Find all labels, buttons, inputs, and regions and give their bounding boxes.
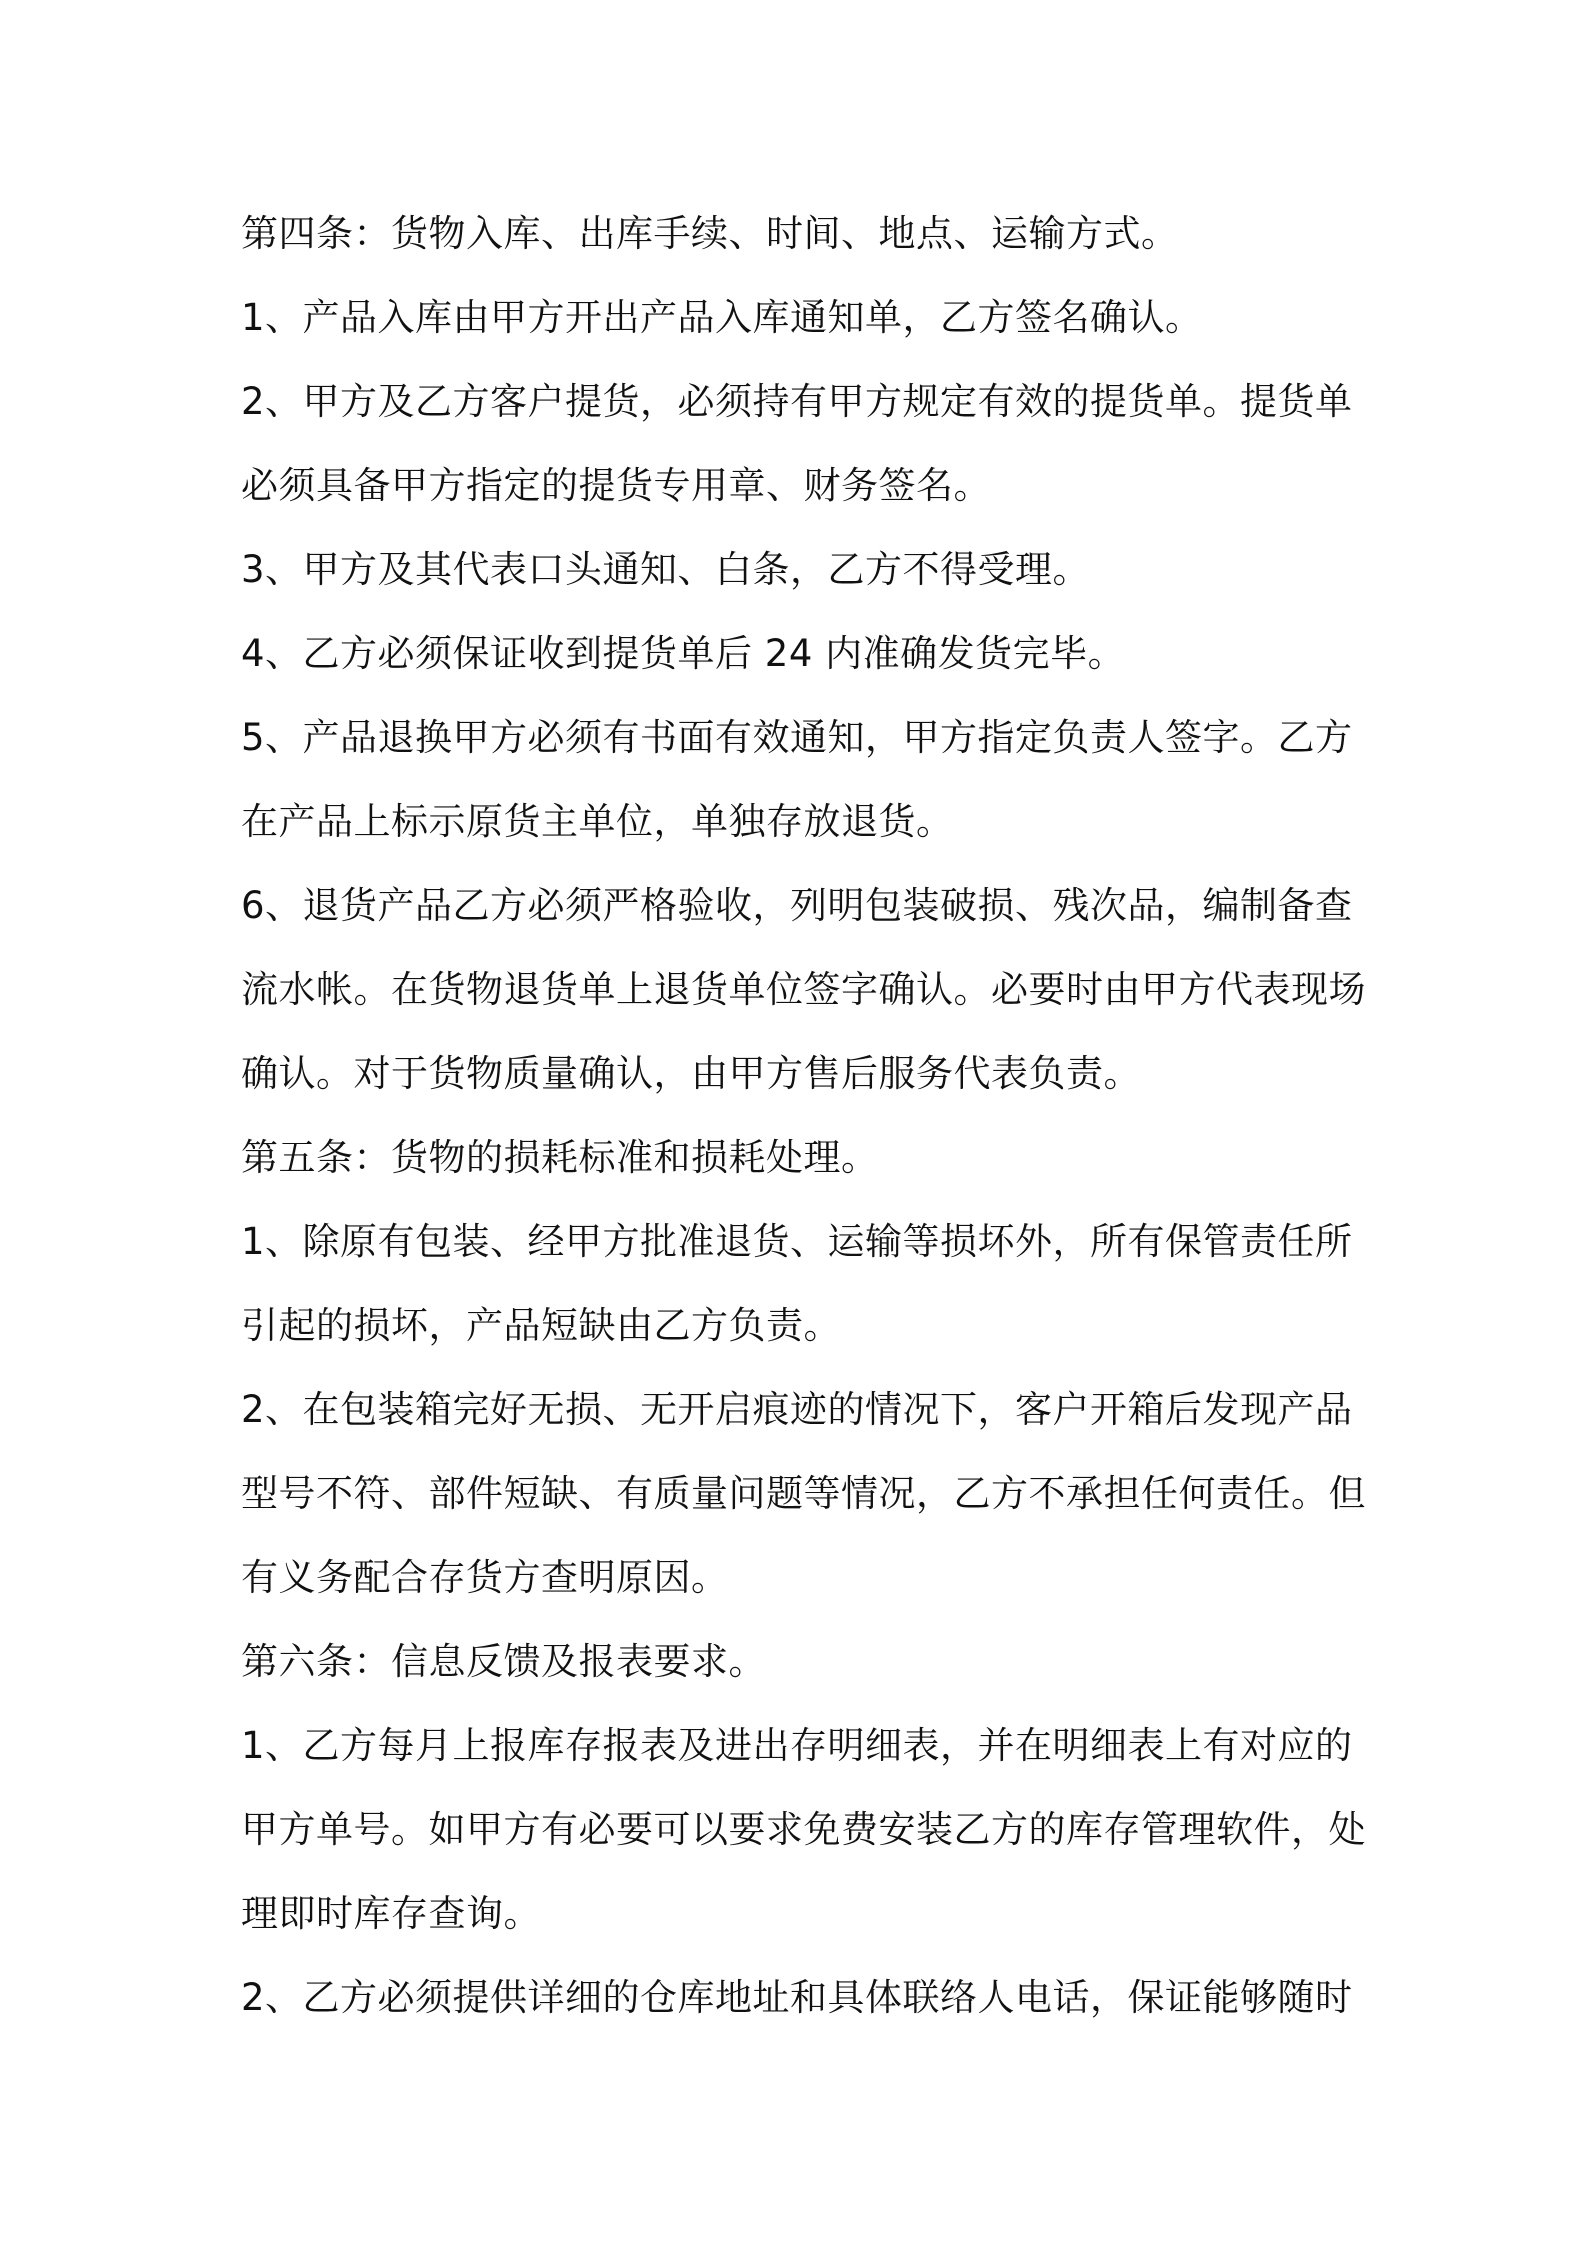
paragraph-line: 2、甲方及乙方客户提货，必须持有甲方规定有效的提货单。提货单 xyxy=(241,380,1353,423)
paragraph-line: 流水帐。在货物退货单上退货单位签字确认。必要时由甲方代表现场 xyxy=(241,968,1366,1011)
paragraph-line: 必须具备甲方指定的提货专用章、财务签名。 xyxy=(241,464,991,507)
paragraph-line: 4、乙方必须保证收到提货单后 24 内准确发货完毕。 xyxy=(241,632,1126,675)
paragraph-line: 1、除原有包装、经甲方批准退货、运输等损坏外，所有保管责任所 xyxy=(241,1220,1353,1263)
paragraph-line: 1、乙方每月上报库存报表及进出存明细表，并在明细表上有对应的 xyxy=(241,1724,1353,1767)
paragraph-line: 型号不符、部件短缺、有质量问题等情况，乙方不承担任何责任。但 xyxy=(241,1472,1366,1515)
article-5-heading: 第五条：货物的损耗标准和损耗处理。 xyxy=(241,1136,879,1179)
paragraph-line: 有义务配合存货方查明原因。 xyxy=(241,1556,729,1599)
paragraph-line: 1、产品入库由甲方开出产品入库通知单，乙方签名确认。 xyxy=(241,296,1203,339)
paragraph-line: 在产品上标示原货主单位，单独存放退货。 xyxy=(241,800,954,843)
article-4-heading: 第四条：货物入库、出库手续、时间、地点、运输方式。 xyxy=(241,212,1179,255)
article-6-heading: 第六条：信息反馈及报表要求。 xyxy=(241,1640,766,1683)
paragraph-line: 3、甲方及其代表口头通知、白条，乙方不得受理。 xyxy=(241,548,1091,591)
paragraph-line: 确认。对于货物质量确认，由甲方售后服务代表负责。 xyxy=(241,1052,1141,1095)
document-body xyxy=(241,192,1366,2040)
paragraph-line: 2、在包装箱完好无损、无开启痕迹的情况下，客户开箱后发现产品 xyxy=(241,1388,1353,1431)
paragraph-line: 5、产品退换甲方必须有书面有效通知，甲方指定负责人签字。乙方 xyxy=(241,716,1353,759)
paragraph-line: 理即时库存查询。 xyxy=(241,1892,541,1935)
paragraph-line: 甲方单号。如甲方有必要可以要求免费安装乙方的库存管理软件，处 xyxy=(241,1808,1366,1851)
paragraph-line: 2、乙方必须提供详细的仓库地址和具体联络人电话，保证能够随时 xyxy=(241,1976,1353,2019)
paragraph-line: 引起的损坏，产品短缺由乙方负责。 xyxy=(241,1304,841,1347)
paragraph-line: 6、退货产品乙方必须严格验收，列明包装破损、残次品，编制备查 xyxy=(241,884,1353,927)
